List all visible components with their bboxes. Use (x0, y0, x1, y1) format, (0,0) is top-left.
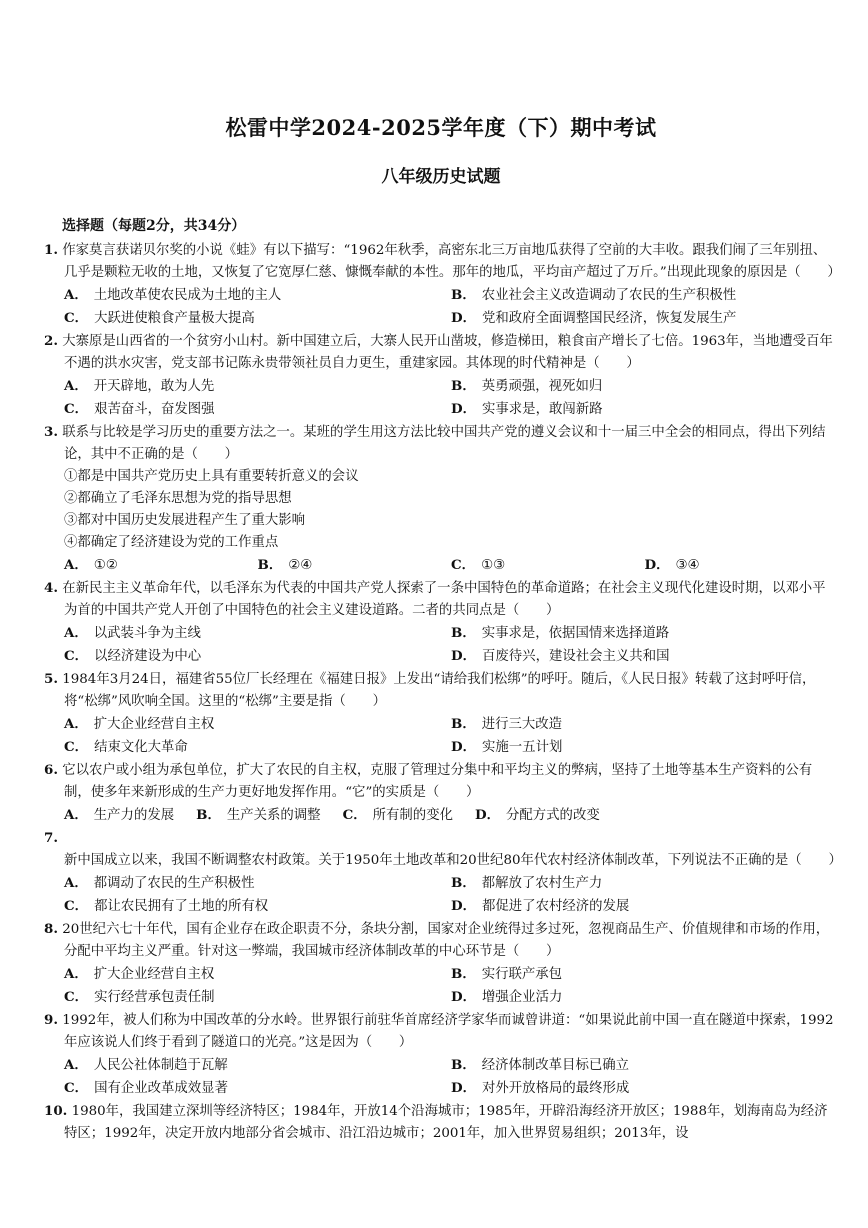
option-text: 以经济建设为中心 (94, 649, 202, 664)
question-list (44, 239, 842, 1145)
option-label: A． (64, 1057, 88, 1073)
question-stem (44, 1009, 838, 1054)
option-label: C． (64, 739, 89, 755)
option-label: C． (64, 310, 89, 326)
option-text: 都调动了农民的生产积极性 (93, 876, 255, 891)
question-number: 3. (44, 424, 58, 440)
option-label: B． (451, 378, 476, 394)
question-stem (44, 827, 842, 872)
question-statement: ③都对中国历史发展进程产生了重大影响 (64, 513, 306, 528)
question-3 (44, 421, 838, 577)
option-text: 实事求是，敢闯新路 (482, 402, 603, 417)
option-text: 都解放了农村生产力 (481, 876, 603, 891)
option-row (44, 284, 838, 307)
option-label: A． (64, 966, 88, 982)
question-stem (44, 577, 838, 622)
question-5 (44, 668, 838, 759)
option-text: 实行联产承包 (481, 967, 563, 982)
option-text: ③④ (675, 558, 700, 573)
option-row (44, 307, 838, 330)
exam-title: 松雷中学2024-2025学年度（下）期中考试 (225, 115, 657, 140)
option-text: 实事求是，依据国情来选择道路 (481, 626, 670, 641)
question-text: 新中国成立以来，我国不断调整农村政策。关于1950年土地改革和20世纪80年代农村经济体制改革，下列说法不正确的是（ ） (64, 853, 842, 868)
option-c (451, 554, 645, 577)
option-text: ①③ (481, 558, 506, 573)
option-label: C． (64, 989, 89, 1005)
question-7 (44, 827, 842, 918)
option-c (64, 398, 451, 421)
option-row (44, 398, 838, 421)
option-b (451, 713, 838, 736)
option-row (44, 713, 838, 736)
section-heading: 选择题（每题2分，共34分） (62, 218, 246, 234)
option-text: 增强企业活力 (482, 990, 563, 1005)
option-label: A． (64, 625, 88, 641)
option-label: B． (257, 557, 283, 573)
option-d (451, 398, 838, 421)
option-row (44, 554, 838, 577)
option-d (451, 736, 838, 759)
question-text: 20世纪六七十年代，国有企业存在政企职责不分，条块分割，国家对企业统得过多过死，忽视商品生产、价值规律和市场的作用，分配中平均主义严重。针对这一弊端，我国城市经济体制改革的中心环节是（ ） (62, 922, 830, 959)
option-label: B． (451, 1057, 476, 1073)
option-a (64, 375, 451, 398)
question-text: 1984年3月24日，福建省55位厂长经理在《福建日报》上发出“请给我们松绑”的呼吁。随后，《人民日报》转载了这封呼吁信，将“松绑”风吹响全国。这里的“松绑”主要是指（ ） (62, 672, 816, 709)
option-b (258, 554, 452, 577)
option-text: 对外开放格局的最终形成 (482, 1081, 630, 1096)
option-label: C． (451, 557, 476, 573)
option-text: 开天辟地，敢为人先 (93, 379, 215, 394)
question-number: 8. (44, 921, 58, 937)
option-text: 进行三大改造 (481, 717, 563, 732)
option-label: C． (64, 648, 89, 664)
option-row (44, 736, 838, 759)
question-statement: ①都是中国共产党历史上具有重要转折意义的会议 (64, 469, 359, 484)
question-number: 5. (44, 671, 58, 687)
option-text: 土地改革使农民成为土地的主人 (93, 288, 282, 303)
option-label: A． (64, 807, 88, 823)
option-text: 艰苦奋斗，奋发图强 (94, 402, 215, 417)
question-text: 在新民主主义革命年代，以毛泽东为代表的中国共产党人探索了一条中国特色的革命道路；在社会主义现代化建设时期，以邓小平为首的中国共产党人开创了中国特色的社会主义建设道路。二者的共同点是（ ） (62, 581, 826, 618)
option-text: 经济体制改革目标已确立 (481, 1058, 630, 1073)
option-text: 实行经营承包责任制 (94, 990, 215, 1005)
option-d (451, 895, 838, 918)
option-d (475, 808, 600, 823)
question-stem (44, 330, 838, 375)
question-9 (44, 1009, 838, 1100)
option-text: 扩大企业经营自主权 (93, 967, 215, 982)
option-text: 都让农民拥有了土地的所有权 (94, 899, 269, 914)
question-text: 联系与比较是学习历史的重要方法之一。某班的学生用这方法比较中国共产党的遵义会议和十一届三中全会的相同点，得出下列结论，其中不正确的是（ ） (62, 425, 826, 462)
option-row (44, 375, 838, 398)
option-d (645, 554, 839, 577)
option-c (343, 808, 453, 823)
option-text: 扩大企业经营自主权 (93, 717, 215, 732)
option-row (44, 622, 838, 645)
option-label: D． (451, 739, 477, 755)
option-label: D． (451, 898, 477, 914)
question-number: 10. (44, 1103, 68, 1119)
question-10 (44, 1100, 838, 1145)
option-a (64, 1054, 451, 1077)
option-text: 以武装斗争为主线 (93, 626, 201, 641)
option-d (451, 1077, 838, 1100)
option-label: D． (451, 310, 477, 326)
option-label: D． (451, 989, 477, 1005)
option-c (64, 895, 451, 918)
question-number: 2. (44, 333, 58, 349)
option-row (44, 1054, 838, 1077)
question-text: 作家莫言获诺贝尔奖的小说《蛙》有以下描写：“1962年秋季，高密东北三万亩地瓜获得了空前的大丰收。跟我们闹了三年别扭、几乎是颗粒无收的土地，又恢复了它宽厚仁慈、慷慨奉献的本性。那年的地瓜，平均亩产超过了万斤。”出现此现象的原因是（ ） (62, 243, 841, 280)
question-stem (44, 918, 838, 963)
option-text: 英勇顽强，视死如归 (481, 379, 603, 394)
question-6 (44, 759, 838, 827)
question-number: 6. (44, 762, 58, 778)
question-stem (44, 668, 838, 713)
exam-subtitle: 八年级历史试题 (381, 167, 501, 187)
option-text: 国有企业改革成效显著 (94, 1081, 228, 1096)
option-label: D． (451, 401, 477, 417)
question-stem (44, 759, 838, 804)
question-statement: ④都确定了经济建设为党的工作重点 (64, 535, 279, 550)
question-stem (44, 1100, 838, 1145)
option-c (64, 736, 451, 759)
option-text: 分配方式的改变 (506, 808, 600, 823)
option-text: ①② (93, 558, 118, 573)
question-number: 7. (44, 830, 58, 846)
option-text: 结束文化大革命 (94, 740, 188, 755)
option-label: D． (644, 557, 670, 573)
option-label: A． (64, 557, 88, 573)
option-text: 农业社会主义改造调动了农民的生产积极性 (481, 288, 737, 303)
option-label: D． (451, 1080, 477, 1096)
option-label: B． (451, 625, 476, 641)
option-row (44, 895, 838, 918)
option-b (451, 963, 838, 986)
option-label: A． (64, 287, 88, 303)
option-label: B． (451, 875, 476, 891)
option-text: 生产关系的调整 (226, 808, 321, 823)
option-b (451, 375, 838, 398)
option-label: B． (451, 966, 476, 982)
option-text: ②④ (288, 558, 313, 573)
option-a (64, 284, 451, 307)
option-text: 百废待兴，建设社会主义共和国 (482, 649, 670, 664)
question-text: 1980年，我国建立深圳等经济特区；1984年，开放14个沿海城市；1985年，开辟沿海经济开放区；1988年，划海南岛为经济特区；1992年，决定开放内地部分省会城市、沿江沿边城市；2001年，加入世界贸易组织；2013年，设 (64, 1104, 828, 1141)
option-b (451, 1054, 838, 1077)
option-a (64, 808, 174, 823)
option-label: B． (451, 716, 476, 732)
option-text: 生产力的发展 (93, 808, 175, 823)
option-b (451, 872, 838, 895)
option-text: 党和政府全面调整国民经济，恢复发展生产 (482, 311, 737, 326)
question-text: 大寨原是山西省的一个贫穷小山村。新中国建立后，大寨人民开山凿坡，修造梯田，粮食亩产增长了七倍。1963年，当地遭受百年不遇的洪水灾害，党支部书记陈永贵带领社员自力更生，重建家园。其体现的时代精神是（ ） (62, 334, 833, 371)
option-label: B． (196, 807, 221, 823)
option-text: 实施一五计划 (482, 740, 563, 755)
option-d (451, 307, 838, 330)
option-a (64, 872, 451, 895)
option-label: C． (64, 401, 89, 417)
option-d (451, 986, 838, 1009)
question-8 (44, 918, 838, 1009)
option-c (64, 1077, 451, 1100)
option-label: C． (64, 1080, 89, 1096)
option-row (44, 804, 838, 827)
question-stem (44, 239, 841, 284)
option-row (44, 872, 838, 895)
option-row (44, 986, 838, 1009)
question-text: 它以农户或小组为承包单位，扩大了农民的自主权，克服了管理过分集中和平均主义的弊病，坚持了土地等基本生产资料的公有制，使多年来新形成的生产力更好地发挥作用。“它”的实质是（ ） (62, 763, 813, 800)
option-label: C． (342, 807, 367, 823)
option-text: 都促进了农村经济的发展 (482, 899, 630, 914)
option-text: 大跃进使粮食产量极大提高 (94, 311, 255, 326)
option-d (451, 645, 838, 668)
option-a (64, 713, 451, 736)
option-c (64, 645, 451, 668)
option-label: A． (64, 378, 88, 394)
question-text: 1992年，被人们称为中国改革的分水岭。世界银行前驻华首席经济学家华而诚曾讲道：“如果说此前中国一直在隧道中探索，1992年应该说人们终于看到了隧道口的光亮。”这是因为（ ） (62, 1013, 834, 1050)
option-label: D． (474, 807, 500, 823)
option-label: B． (451, 287, 476, 303)
option-label: A． (64, 716, 88, 732)
option-row (44, 963, 838, 986)
option-row (44, 1077, 838, 1100)
option-row (44, 645, 838, 668)
option-text: 所有制的变化 (372, 808, 453, 823)
option-b (451, 622, 838, 645)
option-c (64, 986, 451, 1009)
option-a (64, 622, 451, 645)
option-text: 人民公社体制趋于瓦解 (93, 1058, 228, 1073)
option-label: A． (64, 875, 88, 891)
option-a (64, 554, 258, 577)
question-2 (44, 330, 838, 421)
question-number: 1. (44, 242, 58, 258)
option-label: C． (64, 898, 89, 914)
option-a (64, 963, 451, 986)
question-number: 4. (44, 580, 58, 596)
option-b (196, 808, 320, 823)
option-b (451, 284, 838, 307)
question-stem (44, 421, 838, 466)
option-label: D． (451, 648, 477, 664)
question-4 (44, 577, 838, 668)
question-1 (44, 239, 841, 330)
question-number: 9. (44, 1012, 58, 1028)
question-statement: ②都确立了毛泽东思想为党的指导思想 (64, 491, 292, 506)
option-c (64, 307, 451, 330)
